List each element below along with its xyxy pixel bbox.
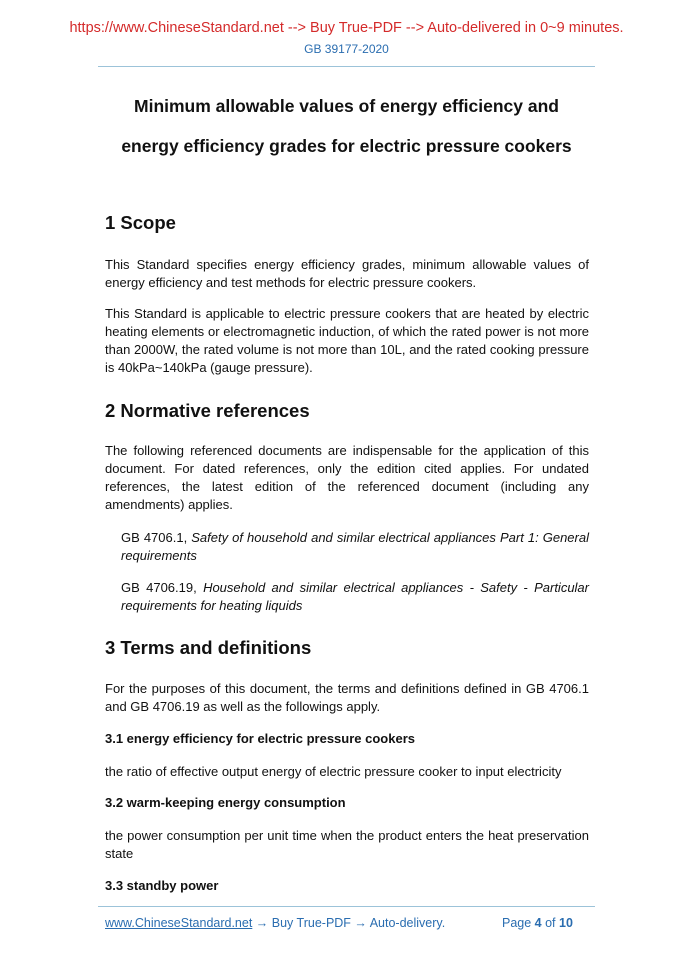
header-divider (98, 66, 595, 67)
reference-item (121, 529, 589, 565)
title-line-1: Minimum allowable values of energy efficiency and (134, 96, 559, 116)
reference-code: GB 4706.19, (121, 580, 204, 595)
total-pages: 10 (559, 916, 573, 930)
term-definition: the ratio of effective output energy of electric pressure cooker to input electricity (105, 764, 562, 779)
footer-promo (105, 916, 445, 930)
reference-title: Household and similar electrical appliances - Safety - Particular requirements for heating liquids (121, 580, 589, 613)
term-definition: the power consumption per unit time when the product enters the heat preservation state (105, 828, 589, 861)
section-heading-references: 2 Normative references (105, 400, 310, 421)
title-line-2: energy efficiency grades for electric pressure cookers (121, 136, 572, 156)
term-heading: 3.1 energy efficiency for electric pressure cookers (105, 731, 415, 746)
page-number (502, 916, 573, 930)
terms-paragraph: For the purposes of this document, the terms and definitions defined in GB 4706.1 and GB 4706.19 as well as the followings apply. (105, 681, 589, 714)
website-link[interactable]: www.ChineseStandard.net (105, 916, 253, 930)
document-title (60, 86, 633, 166)
scope-paragraph-1: This Standard specifies energy efficiency grades, minimum allowable values of energy efficiency and test methods for electric pressure cookers. (105, 257, 589, 290)
section-heading-scope: 1 Scope (105, 212, 176, 233)
reference-title: Safety of household and similar electrical appliances Part 1: General requirements (121, 530, 589, 563)
reference-code: GB 4706.1, (121, 530, 192, 545)
term-heading: 3.2 warm-keeping energy consumption (105, 795, 346, 810)
scope-paragraph-2: This Standard is applicable to electric pressure cookers that are heated by electric heating elements or electromagnetic induction, of which the rated power is not more than 2000W, the rated volume is not more than 10L, and the rated cooking pressure is 40kPa~140kPa (gauge pressure). (105, 306, 589, 375)
promo-banner[interactable]: https://www.ChineseStandard.net --> Buy True-PDF --> Auto-delivered in 0~9 minutes. (69, 20, 624, 36)
current-page: 4 (534, 916, 542, 930)
term-heading: 3.3 standby power (105, 878, 219, 893)
reference-item (121, 579, 589, 615)
standard-number: GB 39177-2020 (304, 42, 389, 56)
footer-tagline: → Buy True-PDF → Auto-delivery. (252, 916, 446, 930)
section-heading-terms: 3 Terms and definitions (105, 637, 312, 658)
references-paragraph: The following referenced documents are indispensable for the application of this document. For dated references, only the edition cited applies. For undated references, the latest edition of the referenced document (including any amendments) applies. (105, 443, 589, 512)
page-label: Page (502, 916, 535, 930)
of-label: of (541, 916, 559, 930)
footer-divider (98, 906, 595, 907)
